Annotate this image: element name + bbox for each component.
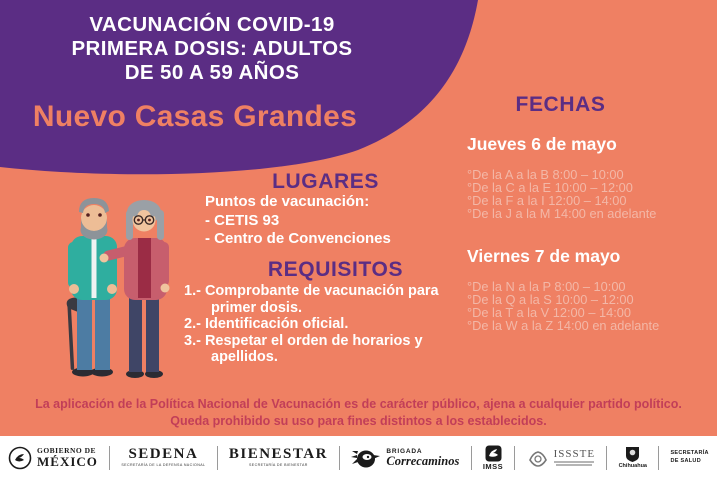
schedule-line: °De la Q a la S 10:00 – 12:00 — [467, 291, 634, 307]
brigada-correcaminos-logo — [351, 446, 459, 470]
requisito-item: 2.- Identificación oficial. — [184, 316, 349, 332]
issste-logo — [527, 447, 595, 469]
schedule-line: °De la W a la Z 14:00 en adelante — [467, 317, 660, 333]
poster-title — [28, 13, 396, 85]
schedule-line: °De la A a la B 8:00 – 10:00 — [467, 167, 624, 182]
imss-logo: IMSS — [483, 445, 503, 471]
lugares-item: - CETIS 93 — [205, 212, 280, 229]
imss-eagle-icon — [485, 445, 502, 462]
footer-divider — [606, 446, 607, 470]
mexico-eagle-icon — [8, 446, 32, 470]
viernes-schedule — [467, 281, 659, 333]
footer-divider — [514, 446, 515, 470]
requisitos-heading: REQUISITOS — [267, 258, 404, 281]
title-line-2: PRIMERA DOSIS: ADULTOS — [71, 37, 353, 60]
day-title-jueves: Jueves 6 de mayo — [467, 134, 617, 154]
elderly-couple-illustration — [32, 186, 192, 386]
issste-subtext-line — [554, 461, 594, 463]
fechas-heading: FECHAS — [515, 93, 606, 116]
disclaimer-line-2: Queda prohibido su uso para fines distintos a los establecidos. — [170, 414, 547, 428]
schedule-line: °De la N a la P 8:00 – 10:00 — [467, 279, 626, 294]
city-name: Nuevo Casas Grandes — [32, 100, 358, 133]
institution-logo-bar — [0, 436, 717, 479]
cane — [67, 304, 74, 370]
day-title-viernes: Viernes 7 de mayo — [467, 246, 621, 266]
schedule-line: °De la F a la I 12:00 – 14:00 — [467, 192, 627, 208]
issste-subtext-line — [556, 464, 592, 466]
title-line-3: DE 50 A 59 AÑOS — [124, 61, 300, 84]
legal-disclaimer — [0, 396, 717, 430]
lugares-item: - Centro de Convenciones — [205, 230, 391, 247]
requisito-item: 1.- Comprobante de vacunación para primer dosis. — [184, 283, 439, 316]
requisitos-list — [184, 283, 456, 366]
bienestar-logo: BIENESTAR SECRETARÍA DE BIENESTAR — [228, 446, 328, 468]
footer-divider — [339, 446, 340, 470]
issste-hands-icon — [527, 447, 549, 469]
schedule-line: °De la C a la E 10:00 – 12:00 — [467, 179, 633, 195]
gobierno-text: GOBIERNO DE MÉXICO — [37, 446, 98, 469]
disclaimer-line-1: La aplicación de la Política Nacional de Vacunación es de carácter público, ajena a cualquier partido político. — [35, 397, 682, 411]
requisito-item: 3.- Respetar el orden de horarios y apellidos. — [184, 332, 423, 365]
roadrunner-icon — [351, 446, 381, 470]
footer-divider — [658, 446, 659, 470]
jueves-schedule — [467, 169, 656, 221]
footer-divider — [471, 446, 472, 470]
chihuahua-logo: Chihuahua — [619, 446, 647, 470]
chihuahua-shield-icon — [625, 446, 640, 463]
footer-divider — [217, 446, 218, 470]
secretaria-salud-logo: SECRETARÍA DE SALUD — [670, 450, 709, 464]
schedule-line: °De la T a la V 12:00 – 14:00 — [467, 304, 632, 320]
brigada-text: BRIGADA Correcaminos — [386, 447, 460, 468]
sedena-logo: SEDENA SECRETARÍA DE LA DEFENSA NACIONAL — [121, 446, 206, 468]
title-line-1: VACUNACIÓN COVID-19 — [89, 13, 335, 36]
gobierno-de-mexico-logo — [8, 446, 98, 470]
footer-divider — [109, 446, 110, 470]
lugares-subheading: Puntos de vacunación: — [205, 193, 370, 210]
issste-text: ISSSTE — [554, 449, 595, 466]
lugares-heading: LUGARES — [272, 170, 379, 193]
schedule-line: °De la J a la M 14:00 en adelante — [467, 205, 657, 221]
